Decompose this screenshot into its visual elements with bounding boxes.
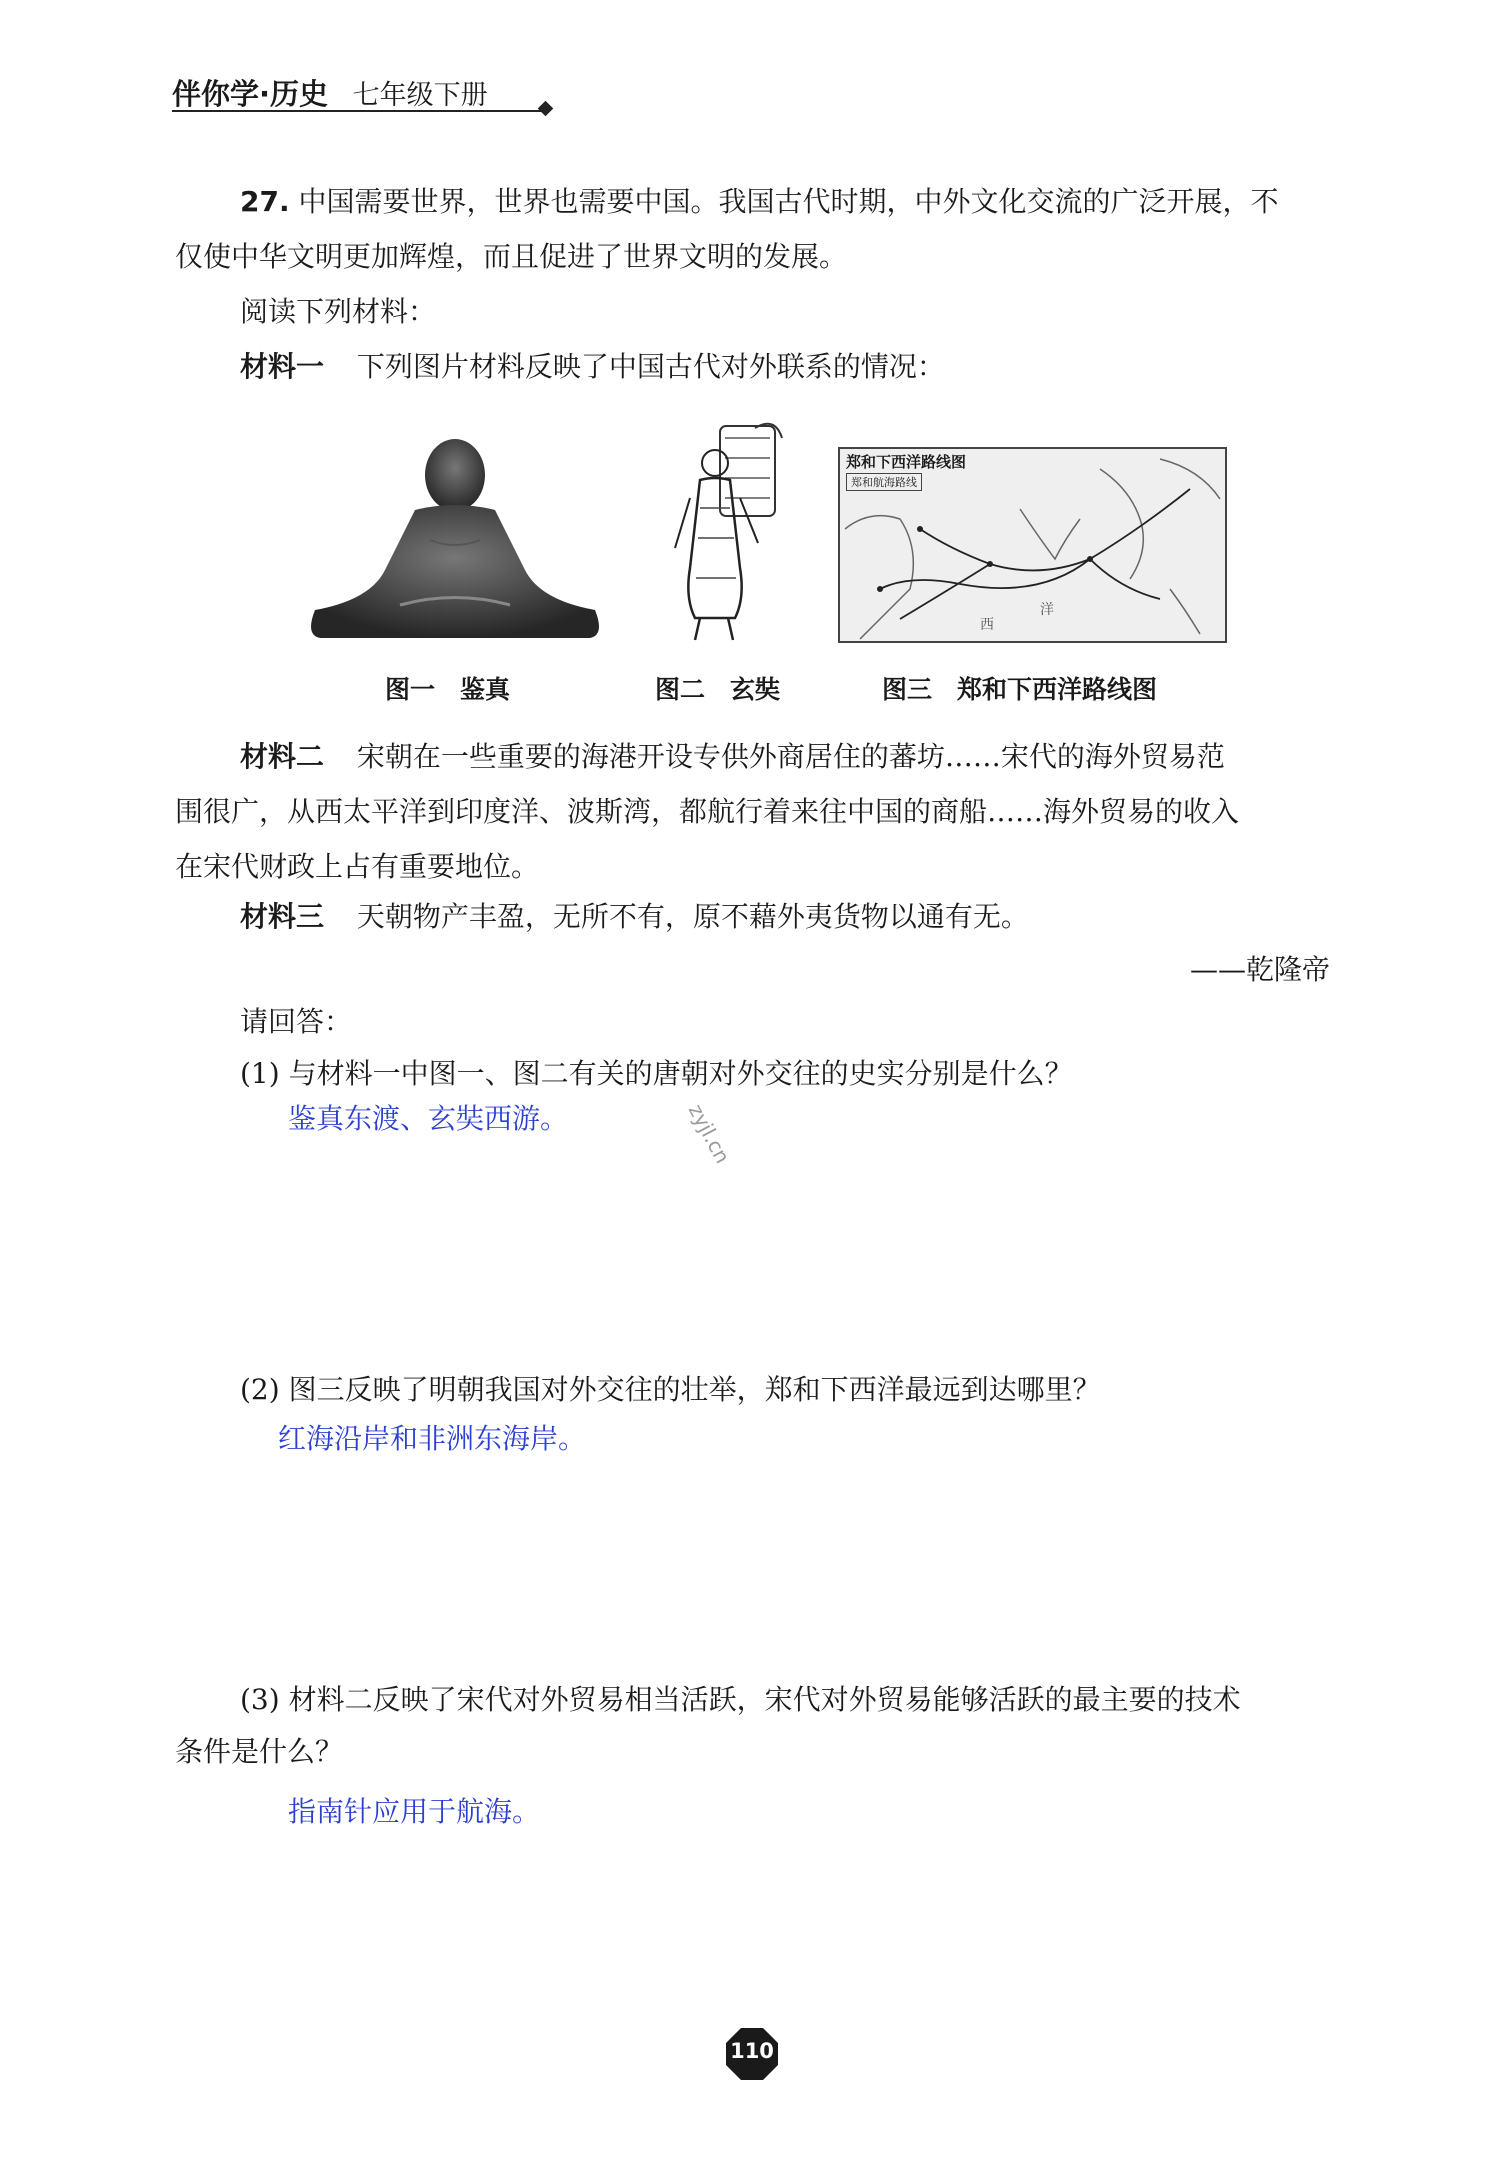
material3-label: 材料三 xyxy=(240,900,325,933)
question-number: 27. xyxy=(240,185,290,218)
material3-source: ——乾隆帝 xyxy=(1190,953,1331,986)
page-number: 110 xyxy=(730,2039,774,2063)
answer-2: 红海沿岸和非洲东海岸。 xyxy=(278,1422,587,1455)
material2-label: 材料二 xyxy=(240,740,325,773)
material1-label: 材料一 xyxy=(240,350,325,383)
sub-question-3-line1: (3) 材料二反映了宋代对外贸易相当活跃，宋代对外贸易能够活跃的最主要的技术 xyxy=(240,1683,1241,1716)
figure3-caption: 图三 郑和下西洋路线图 xyxy=(882,675,1158,704)
sub-question-2: (2) 图三反映了明朝我国对外交往的壮举，郑和下西洋最远到达哪里？ xyxy=(240,1373,1101,1406)
figure3-zhenghe-route-map xyxy=(838,447,1227,643)
material3-text: 天朝物产丰盈，无所不有，原不藉外夷货物以通有无。 xyxy=(356,900,1029,933)
map-legend: 郑和航海路线 xyxy=(846,473,922,491)
question-intro-text1: 中国需要世界，世界也需要中国。我国古代时期，中外文化交流的广泛开展，不 xyxy=(298,185,1279,218)
material2-line1 xyxy=(240,735,1225,775)
header-rule xyxy=(172,110,542,112)
figure1-caption: 图一 鉴真 xyxy=(385,675,511,704)
material2-line3: 在宋代财政上占有重要地位。 xyxy=(175,850,540,883)
material3 xyxy=(240,895,1029,935)
answer-prompt: 请回答： xyxy=(240,1005,353,1038)
answer-3: 指南针应用于航海。 xyxy=(288,1795,541,1828)
question-intro-line2: 仅使中华文明更加辉煌，而且促进了世界文明的发展。 xyxy=(175,240,848,273)
material1 xyxy=(240,345,945,385)
map-drawing xyxy=(840,449,1225,641)
sub-question-1: (1) 与材料一中图一、图二有关的唐朝对外交往的史实分别是什么？ xyxy=(240,1057,1073,1090)
figure1-jianzhen-statue-image xyxy=(300,430,610,640)
map-sea-label-ocean: 洋 xyxy=(1040,602,1054,618)
material2-line2: 围很广，从西太平洋到印度洋、波斯湾，都航行着来往中国的商船……海外贸易的收入 xyxy=(175,795,1240,828)
sub-question-3-line2: 条件是什么？ xyxy=(175,1735,344,1768)
read-prompt: 阅读下列材料： xyxy=(240,295,437,328)
material2-text1: 宋朝在一些重要的海港开设专供外商居住的蕃坊……宋代的海外贸易范 xyxy=(356,740,1225,773)
figure2-caption: 图二 玄奘 xyxy=(655,675,781,704)
map-title: 郑和下西洋路线图 xyxy=(846,453,967,471)
watermark: zyjl.cn xyxy=(683,1100,735,1168)
answer-1: 鉴真东渡、玄奘西游。 xyxy=(288,1102,569,1135)
material1-text: 下列图片材料反映了中国古代对外联系的情况： xyxy=(356,350,945,383)
question-intro-line1 xyxy=(240,180,1279,220)
map-sea-label-west: 西 xyxy=(980,617,994,633)
running-header xyxy=(172,72,488,113)
header-diamond-ornament xyxy=(538,101,554,117)
book-grade: 七年级下册 xyxy=(352,80,488,111)
book-brand: 伴你学·历史 xyxy=(172,77,329,111)
figure2-xuanzang-image xyxy=(670,418,790,643)
page-number-badge xyxy=(724,2026,780,2082)
